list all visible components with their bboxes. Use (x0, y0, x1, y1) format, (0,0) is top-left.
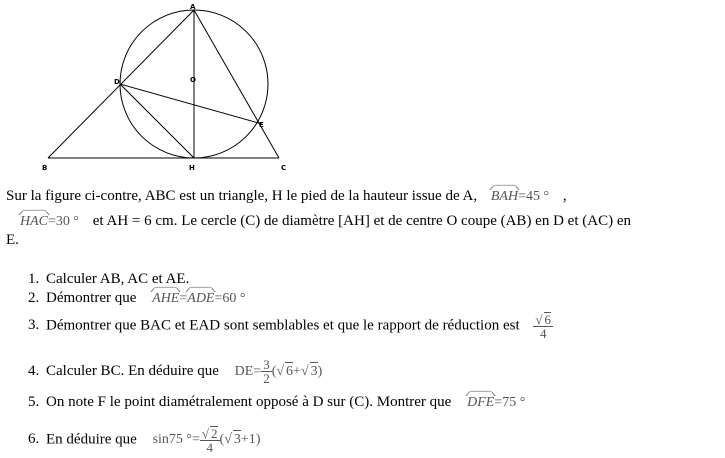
label-e: E (259, 121, 264, 129)
label-b: B (42, 164, 48, 172)
geometry-figure (0, 0, 300, 180)
question-2: 2. Démontrer que AHE=ADE=60 ° (28, 290, 246, 306)
label-c: C (281, 164, 287, 172)
segment-de (120, 84, 262, 124)
intro-line-3: E. (6, 232, 19, 248)
label-o: O (190, 76, 196, 84)
angle-hac: HAC (20, 214, 48, 229)
question-1: 1. Calculer AB, AC et AE. (28, 271, 190, 287)
label-a: A (190, 3, 196, 11)
question-4: 4. Calculer BC. En déduire que DE= $\frac{3}{2}$ (√ 6+√ 3) (28, 358, 322, 385)
angle-bah: BAH (490, 189, 519, 204)
question-5: 5. On note F le point diamétralement opposé à D sur (C). Montrer que DFE=75 ° (28, 394, 526, 410)
side-ac (194, 10, 279, 158)
question-3: 3. Démontrer que BAC et EAD sont semblables et que le rapport de réduction est √ $\frac{6}{4}$ (28, 312, 553, 340)
intro-line-2: HAC=30 ° et AH = 6 cm. Le cercle (C) de diamètre [AH] et de centre O coupe (AB) en D et (AC) en (20, 213, 631, 229)
segment-ah-diag (120, 84, 194, 158)
question-6: 6. En déduire que sin75 °= √ $\frac{2}{4}$ (√ 3+1) (28, 426, 260, 454)
label-h: H (189, 164, 195, 172)
intro-line-1: Sur la figure ci-contre, ABC est un triangle, H le pied de la hauteur issue de A, BAH=45 ° , (6, 188, 567, 204)
label-d: D (114, 78, 120, 86)
